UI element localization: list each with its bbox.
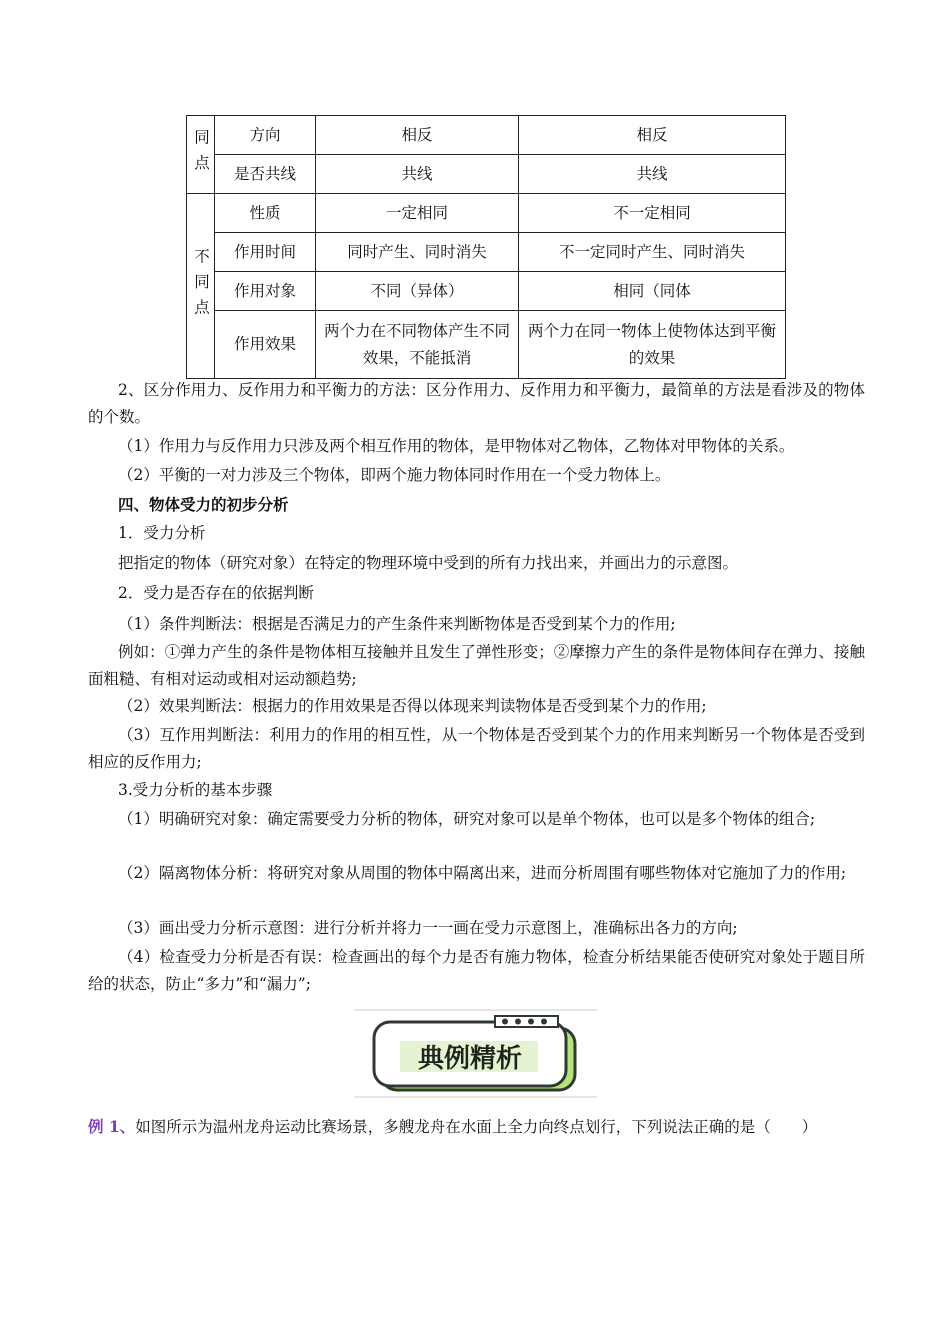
- group-diff-label: 不同点: [187, 194, 215, 379]
- paragraph-item: （2）效果判断法：根据力的作用效果是否得以体现来判读物体是否受到某个力的作用;: [118, 697, 707, 715]
- cell-balance: 不一定相同: [519, 194, 786, 233]
- cell-balance: 共线: [519, 155, 786, 194]
- table-row: [187, 194, 786, 233]
- example-label: 例 1、: [88, 1117, 136, 1136]
- cell-action-reaction: 共线: [316, 155, 519, 194]
- cell-balance: 相同（同体: [519, 272, 786, 311]
- table-row: [187, 155, 786, 194]
- row-attr: 作用时间: [215, 233, 316, 272]
- cell-balance: 两个力在同一物体上使物体达到平衡的效果: [519, 311, 786, 379]
- cell-balance: 不一定同时产生、同时消失: [519, 233, 786, 272]
- section-heading: 四、物体受力的初步分析: [118, 495, 289, 514]
- paragraph-item: （1）明确研究对象：确定需要受力分析的物体，研究对象可以是单个物体，也可以是多个物体的组合;: [118, 810, 816, 828]
- row-attr: 作用效果: [215, 311, 316, 379]
- cell-action-reaction: 两个力在不同物体产生不同效果，不能抵消: [316, 311, 519, 379]
- table-row: [187, 272, 786, 311]
- cell-action-reaction: 相反: [316, 116, 519, 155]
- example-banner: [354, 1008, 597, 1099]
- subheading: 1．受力分析: [118, 524, 206, 542]
- cell-action-reaction: 一定相同: [316, 194, 519, 233]
- row-attr: 是否共线: [215, 155, 316, 194]
- paragraph-item: （1）作用力与反作用力只涉及两个相互作用的物体，是甲物体对乙物体，乙物体对甲物体的关系。: [118, 437, 795, 455]
- example-text: 如图所示为温州龙舟运动比赛场景，多艘龙舟在水面上全力向终点划行，下列说法正确的是（ ）: [135, 1118, 818, 1136]
- cell-balance: 相反: [519, 116, 786, 155]
- paragraph-item: （2）隔离物体分析：将研究对象从周围的物体中隔离出来，进而分析周围有哪些物体对它施加了力的作用;: [118, 864, 847, 882]
- table-row: [187, 311, 786, 379]
- comparison-table: [186, 115, 786, 379]
- row-attr: 性质: [215, 194, 316, 233]
- paragraph: 把指定的物体（研究对象）在特定的物理环境中受到的所有力找出来，并画出力的示意图。: [118, 554, 739, 572]
- table-row: [187, 116, 786, 155]
- cell-action-reaction: 不同（异体）: [316, 272, 519, 311]
- paragraph-distinguish: 2、区分作用力、反作用力和平衡力的方法：区分作用力、反作用力和平衡力，最简单的方法是看涉及的物体的个数。: [88, 381, 865, 426]
- paragraph-item: （3）画出受力分析示意图：进行分析并将力一一画在受力示意图上，准确标出各力的方向;: [118, 919, 738, 937]
- table-row: [187, 233, 786, 272]
- row-attr: 方向: [215, 116, 316, 155]
- subheading: 3.受力分析的基本步骤: [118, 781, 273, 799]
- group-same-label: 同点: [187, 116, 215, 194]
- paragraph-item: （3）互作用判断法：利用力的作用的相互性，从一个物体是否受到某个力的作用来判断另一个物体是否受到相应的反作用力;: [88, 726, 865, 771]
- paragraph-item: （1）条件判断法：根据是否满足力的产生条件来判断物体是否受到某个力的作用;: [118, 615, 676, 633]
- banner-title: 典例精析: [417, 1044, 523, 1074]
- paragraph-item: （2）平衡的一对力涉及三个物体，即两个施力物体同时作用在一个受力物体上。: [118, 466, 671, 484]
- subheading: 2．受力是否存在的依据判断: [118, 584, 314, 602]
- paragraph-item: （4）检查受力分析是否有误：检查画出的每个力是否有施力物体，检查分析结果能否使研究对象处于题目所给的状态，防止“多力”和“漏力”;: [88, 948, 865, 993]
- cell-action-reaction: 同时产生、同时消失: [316, 233, 519, 272]
- paragraph-example: 例如：①弹力产生的条件是物体相互接触并且发生了弹性形变；②摩擦力产生的条件是物体间存在弹力、接触面粗糙、有相对运动或相对运动额趋势;: [88, 643, 865, 688]
- row-attr: 作用对象: [215, 272, 316, 311]
- example-question: [88, 1113, 858, 1141]
